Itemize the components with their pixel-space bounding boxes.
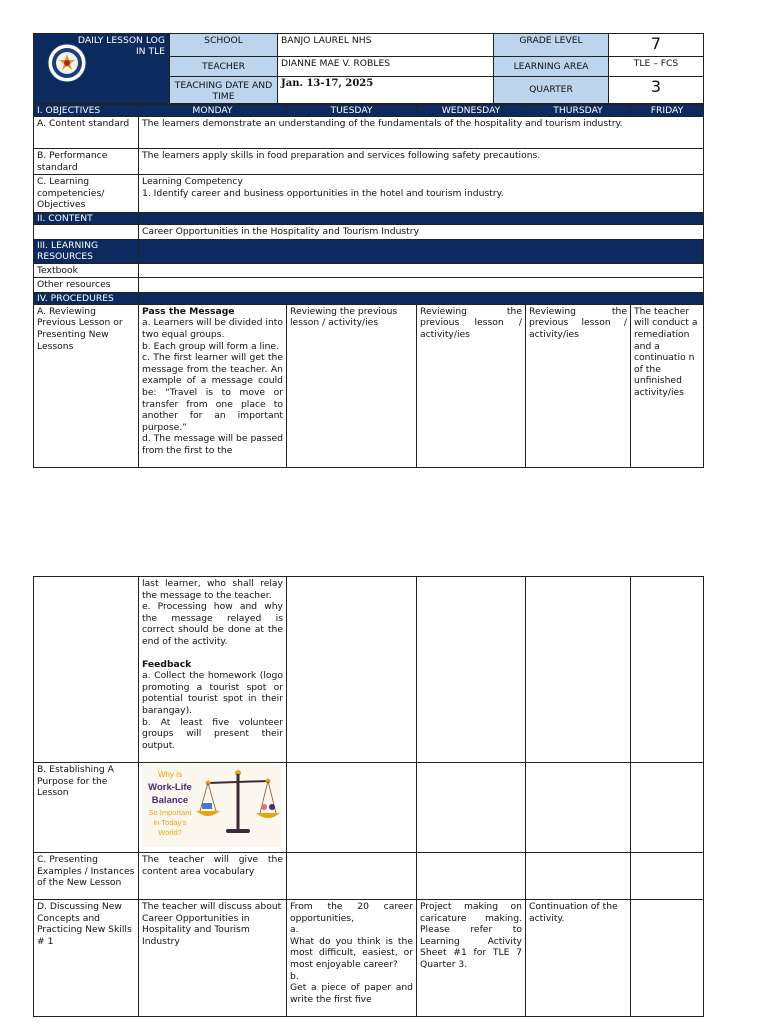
feedback-step: a. Collect the homework (logo promoting a tourist spot or potential tourist spot in their barangay). xyxy=(142,670,283,716)
procedure-a-cont-label xyxy=(34,577,139,763)
procedure-d-label: D. Discussing New Concepts and Practicing New Skills # 1 xyxy=(34,900,139,1017)
date-label: TEACHING DATE AND TIME xyxy=(170,77,278,104)
image-line2: Work-Life xyxy=(148,782,192,793)
procedure-a-monday xyxy=(139,304,287,467)
date-value: Jan. 13-17, 2025 xyxy=(278,77,494,104)
procedure-d-step: From the 20 career opportunities, xyxy=(290,901,413,924)
section-content: II. CONTENT xyxy=(34,212,139,224)
procedure-b-tuesday xyxy=(287,763,417,853)
teacher-value: DIANNE MAE V. ROBLES xyxy=(278,57,494,77)
day-wednesday: WEDNESDAY xyxy=(417,105,526,117)
procedure-a-step: d. The message will be passed from the first to the xyxy=(142,433,283,456)
procedure-c-wednesday xyxy=(417,853,526,900)
procedure-c-tuesday xyxy=(287,853,417,900)
competencies-label: C. Learning competencies/ Objectives xyxy=(34,175,139,213)
content-blank xyxy=(34,224,139,239)
section-procedures-fill xyxy=(139,292,704,304)
procedure-a-thursday: Reviewing the previous lesson / activity/ies xyxy=(526,304,631,467)
procedure-a-step: last learner, who shall relay the message to the teacher. xyxy=(142,578,283,601)
procedure-d-friday xyxy=(631,900,704,1017)
procedure-d-step: Get a piece of paper and write the first five xyxy=(290,982,413,1005)
procedure-b-label: B. Establishing A Purpose for the Lesson xyxy=(34,763,139,853)
image-line4: So Important xyxy=(148,808,192,817)
competencies-heading: Learning Competency xyxy=(142,176,243,188)
day-monday: MONDAY xyxy=(139,105,287,117)
procedure-a-tuesday: Reviewing the previous lesson / activity/ies xyxy=(287,304,417,467)
continued-table xyxy=(33,576,704,1017)
procedure-b-wednesday xyxy=(417,763,526,853)
main-table xyxy=(33,104,704,468)
day-thursday: THURSDAY xyxy=(526,105,631,117)
day-tuesday: TUESDAY xyxy=(287,105,417,117)
procedure-c-monday: The teacher will give the content area vocabulary xyxy=(139,853,287,900)
lesson-log-page-1 xyxy=(33,33,703,468)
procedure-a-label: A. Reviewing Previous Lesson or Presenting New Lessons xyxy=(34,304,139,467)
section-procedures: IV. PROCEDURES xyxy=(34,292,139,304)
content-text: Career Opportunities in the Hospitality and Tourism Industry xyxy=(139,224,704,239)
school-value: BANJO LAUREL NHS xyxy=(278,34,494,57)
textbook-label: Textbook xyxy=(34,263,139,278)
lesson-log-page-2 xyxy=(33,576,703,1017)
quarter-label: QUARTER xyxy=(494,77,609,104)
school-label: SCHOOL xyxy=(170,34,278,57)
work-life-balance-image xyxy=(142,765,282,847)
image-line5: in Today's xyxy=(153,818,187,827)
procedure-a-cont-friday xyxy=(631,577,704,763)
procedure-c-friday xyxy=(631,853,704,900)
other-resources-value xyxy=(139,278,704,293)
pass-message-title: Pass the Message xyxy=(142,305,235,317)
area-value: TLE – FCS xyxy=(609,57,704,77)
content-standard-label: A. Content standard xyxy=(34,117,139,149)
feedback-step: b. At least five volunteer groups will present their output. xyxy=(142,716,283,751)
teacher-label: TEACHER xyxy=(170,57,278,77)
procedure-a-friday: The teacher will conduct a remediation and a continuatio n of the unfinished activity/ies xyxy=(631,304,704,467)
textbook-value xyxy=(139,263,704,278)
procedure-d-step: b. xyxy=(290,970,299,982)
quarter-value: 3 xyxy=(609,77,704,104)
procedure-a-cont-wednesday xyxy=(417,577,526,763)
procedure-b-thursday xyxy=(526,763,631,853)
procedure-a-cont-tuesday xyxy=(287,577,417,763)
feedback-title: Feedback xyxy=(142,658,192,670)
log-title: DAILY LESSON LOG IN TLE xyxy=(77,35,165,57)
procedure-b-friday xyxy=(631,763,704,853)
area-label: LEARNING AREA xyxy=(494,57,609,77)
section-resources: III. LEARNING RESOURCES xyxy=(34,239,139,263)
procedure-b-monday xyxy=(139,763,287,853)
image-line3: Balance xyxy=(151,795,189,806)
competencies-cell xyxy=(139,175,704,213)
procedure-a-step: b. Each group will form a line. xyxy=(142,340,279,352)
title-cell xyxy=(34,34,170,104)
header-table xyxy=(33,33,704,104)
competencies-item: 1. Identify career and business opportunities in the hotel and tourism industry. xyxy=(142,187,504,199)
procedure-d-tuesday xyxy=(287,900,417,1017)
procedure-c-label: C. Presenting Examples / Instances of the New Lesson xyxy=(34,853,139,900)
procedure-a-cont-monday xyxy=(139,577,287,763)
procedure-a-wednesday: Reviewing the previous lesson / activity/ies xyxy=(417,304,526,467)
day-friday: FRIDAY xyxy=(631,105,704,117)
performance-standard-label: B. Performance standard xyxy=(34,149,139,175)
procedure-a-step: a. Learners will be divided into two equal groups. xyxy=(142,317,283,340)
procedure-d-monday: The teacher will discuss about Career Opportunities in Hospitality and Tourism Industry xyxy=(139,900,287,1017)
procedure-c-thursday xyxy=(526,853,631,900)
section-objectives: I. OBJECTIVES xyxy=(34,105,139,117)
procedure-d-thursday: Continuation of the activity. xyxy=(526,900,631,1017)
procedure-d-step: What do you think is the most difficult, easiest, or most enjoyable career? xyxy=(290,935,413,970)
procedure-d-step: a. xyxy=(290,924,299,936)
grade-label: GRADE LEVEL xyxy=(494,34,609,57)
section-resources-fill xyxy=(139,239,704,263)
other-resources-label: Other resources xyxy=(34,278,139,293)
image-line1: Why is xyxy=(158,770,182,779)
grade-value: 7 xyxy=(609,34,704,57)
performance-standard-text: The learners apply skills in food preparation and services following safety precautions. xyxy=(139,149,704,175)
procedure-a-cont-thursday xyxy=(526,577,631,763)
procedure-a-step: e. Processing how and why the message relayed is correct should be done at the end of the activity. xyxy=(142,601,283,647)
deped-seal-icon xyxy=(47,43,87,83)
section-content-fill xyxy=(139,212,704,224)
procedure-d-wednesday: Project making on caricature making. Please refer to Learning Activity Sheet #1 for TLE 7 Quarter 3. xyxy=(417,900,526,1017)
image-line6: World? xyxy=(158,828,182,837)
content-standard-text: The learners demonstrate an understanding of the fundamentals of the hospitality and tourism industry. xyxy=(139,117,704,149)
procedure-a-step: c. The first learner will get the message from the teacher. An example of a message could be: “Travel is to move or transfer from one place to another for an important purpose.” xyxy=(142,352,283,433)
